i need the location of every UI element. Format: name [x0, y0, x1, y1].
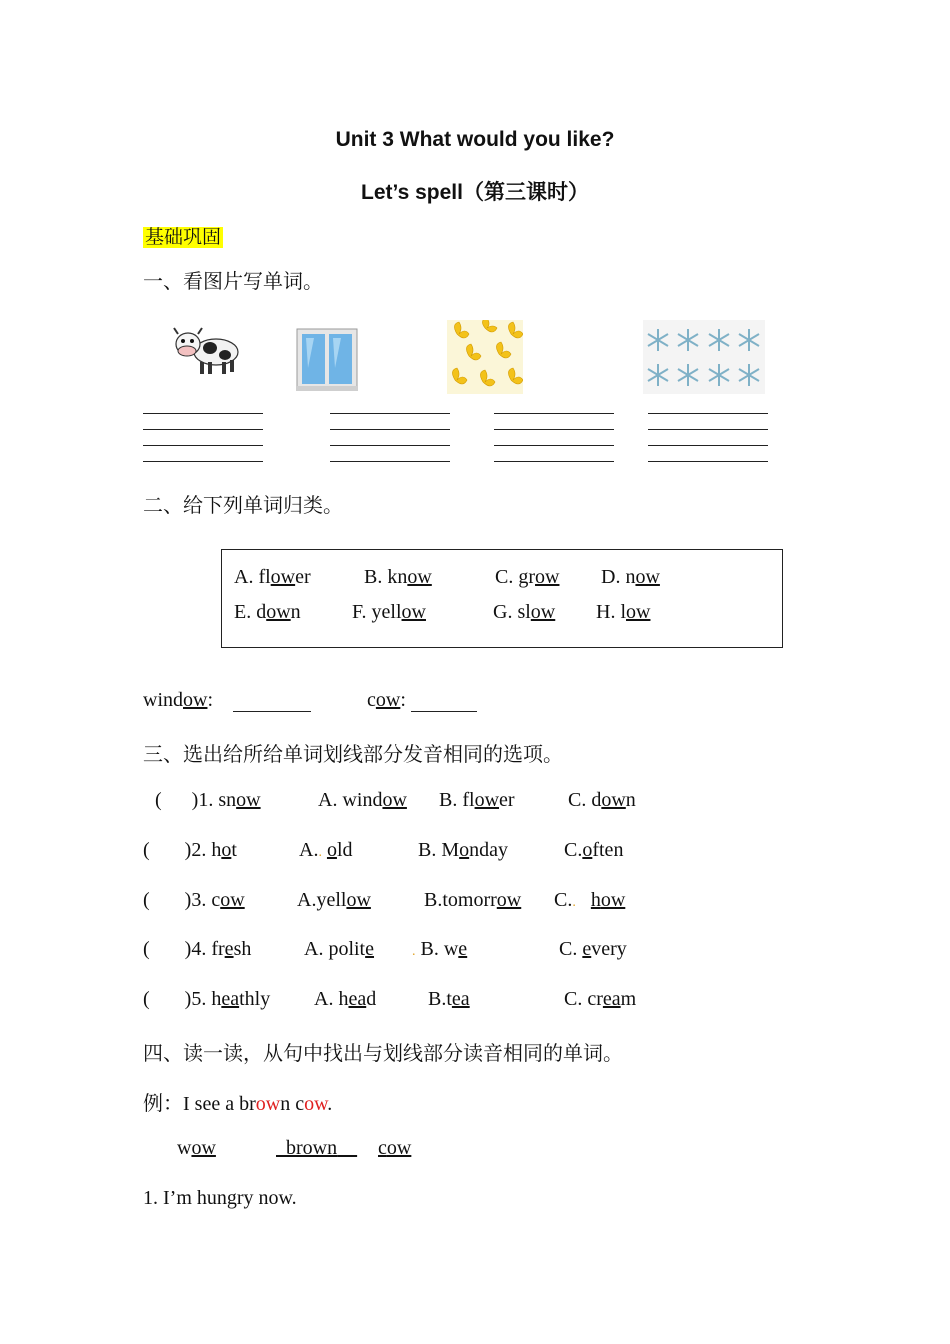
q5-option-a: A. head — [314, 988, 377, 1010]
section1-heading: 一、看图片写单词。 — [143, 271, 323, 293]
word-option: H. low — [596, 601, 651, 623]
writing-line[interactable] — [143, 429, 263, 430]
word-option: C. grow — [495, 566, 560, 588]
answer-blank[interactable] — [233, 689, 311, 712]
answer-blank[interactable] — [411, 689, 477, 712]
q5-option-b: B.tea — [428, 988, 470, 1010]
word-option: F. yellow — [352, 601, 426, 623]
writing-line[interactable] — [648, 461, 768, 462]
writing-line[interactable] — [494, 461, 614, 462]
writing-line[interactable] — [494, 429, 614, 430]
writing-line[interactable] — [143, 413, 263, 414]
q3-option-b: B.tomorrow — [424, 889, 522, 911]
category-window: window: — [143, 689, 214, 711]
page-title: Unit 3 What would you like? — [335, 128, 615, 151]
section2-heading: 二、给下列单词归类。 — [143, 495, 343, 517]
q4-option-a: A. polite — [304, 938, 375, 960]
question-5: ( )5. heathly — [143, 988, 271, 1010]
q2-option-c: C.often — [564, 839, 624, 861]
window-icon — [296, 328, 358, 392]
writing-line[interactable] — [494, 413, 614, 414]
section4-heading: 四、读一读，从句中找出与划线部分读音相同的单词。 — [143, 1043, 623, 1065]
cow-icon — [170, 324, 244, 378]
q4-option-c: C. every — [559, 938, 627, 960]
writing-line[interactable] — [330, 413, 450, 414]
q3-option-c: C.. how — [554, 889, 626, 911]
writing-line[interactable] — [143, 445, 263, 446]
snowflakes-icon — [643, 320, 765, 394]
writing-line[interactable] — [648, 413, 768, 414]
word-option: B. know — [364, 566, 432, 588]
q1-option-b: B. flower — [439, 789, 515, 811]
question-1: ( )1. snow — [155, 789, 261, 811]
writing-line[interactable] — [330, 445, 450, 446]
example-sentence: 例：I see a brown cow. — [143, 1093, 333, 1115]
word-option: A. flower — [234, 566, 311, 588]
writing-line[interactable] — [330, 429, 450, 430]
question-4: ( )4. fresh — [143, 938, 252, 960]
section3-heading: 三、选出给所给单词划线部分发音相同的选项。 — [143, 744, 563, 766]
writing-line[interactable] — [494, 445, 614, 446]
example-answer-cow: cow — [378, 1137, 412, 1159]
example-answer-wow: wow — [177, 1137, 216, 1159]
category-cow: cow: — [367, 689, 406, 711]
writing-line[interactable] — [143, 461, 263, 462]
writing-line[interactable] — [648, 445, 768, 446]
example-answer-brown: brown — [286, 1137, 338, 1159]
level-tag: 基础巩固 — [145, 227, 222, 248]
q2-option-a: A.. old — [299, 839, 353, 861]
question-2: ( )2. hot — [143, 839, 237, 861]
q2-option-b: B. Monday — [418, 839, 509, 861]
q1-option-a: A. window — [318, 789, 407, 811]
page-subtitle: Let’s spell（第三课时） — [361, 181, 589, 204]
word-box — [221, 549, 783, 648]
word-option: D. now — [601, 566, 660, 588]
flowers-icon — [447, 320, 523, 394]
writing-line[interactable] — [330, 461, 450, 462]
word-option: E. down — [234, 601, 301, 623]
writing-line[interactable] — [648, 429, 768, 430]
section4-question-1: 1. I’m hungry now. — [143, 1187, 297, 1209]
q3-option-a: A.yellow — [297, 889, 371, 911]
q4-option-b: . B. we — [412, 938, 468, 960]
q5-option-c: C. cream — [564, 988, 637, 1010]
word-option: G. slow — [493, 601, 556, 623]
q1-option-c: C. down — [568, 789, 636, 811]
question-3: ( )3. cow — [143, 889, 245, 911]
